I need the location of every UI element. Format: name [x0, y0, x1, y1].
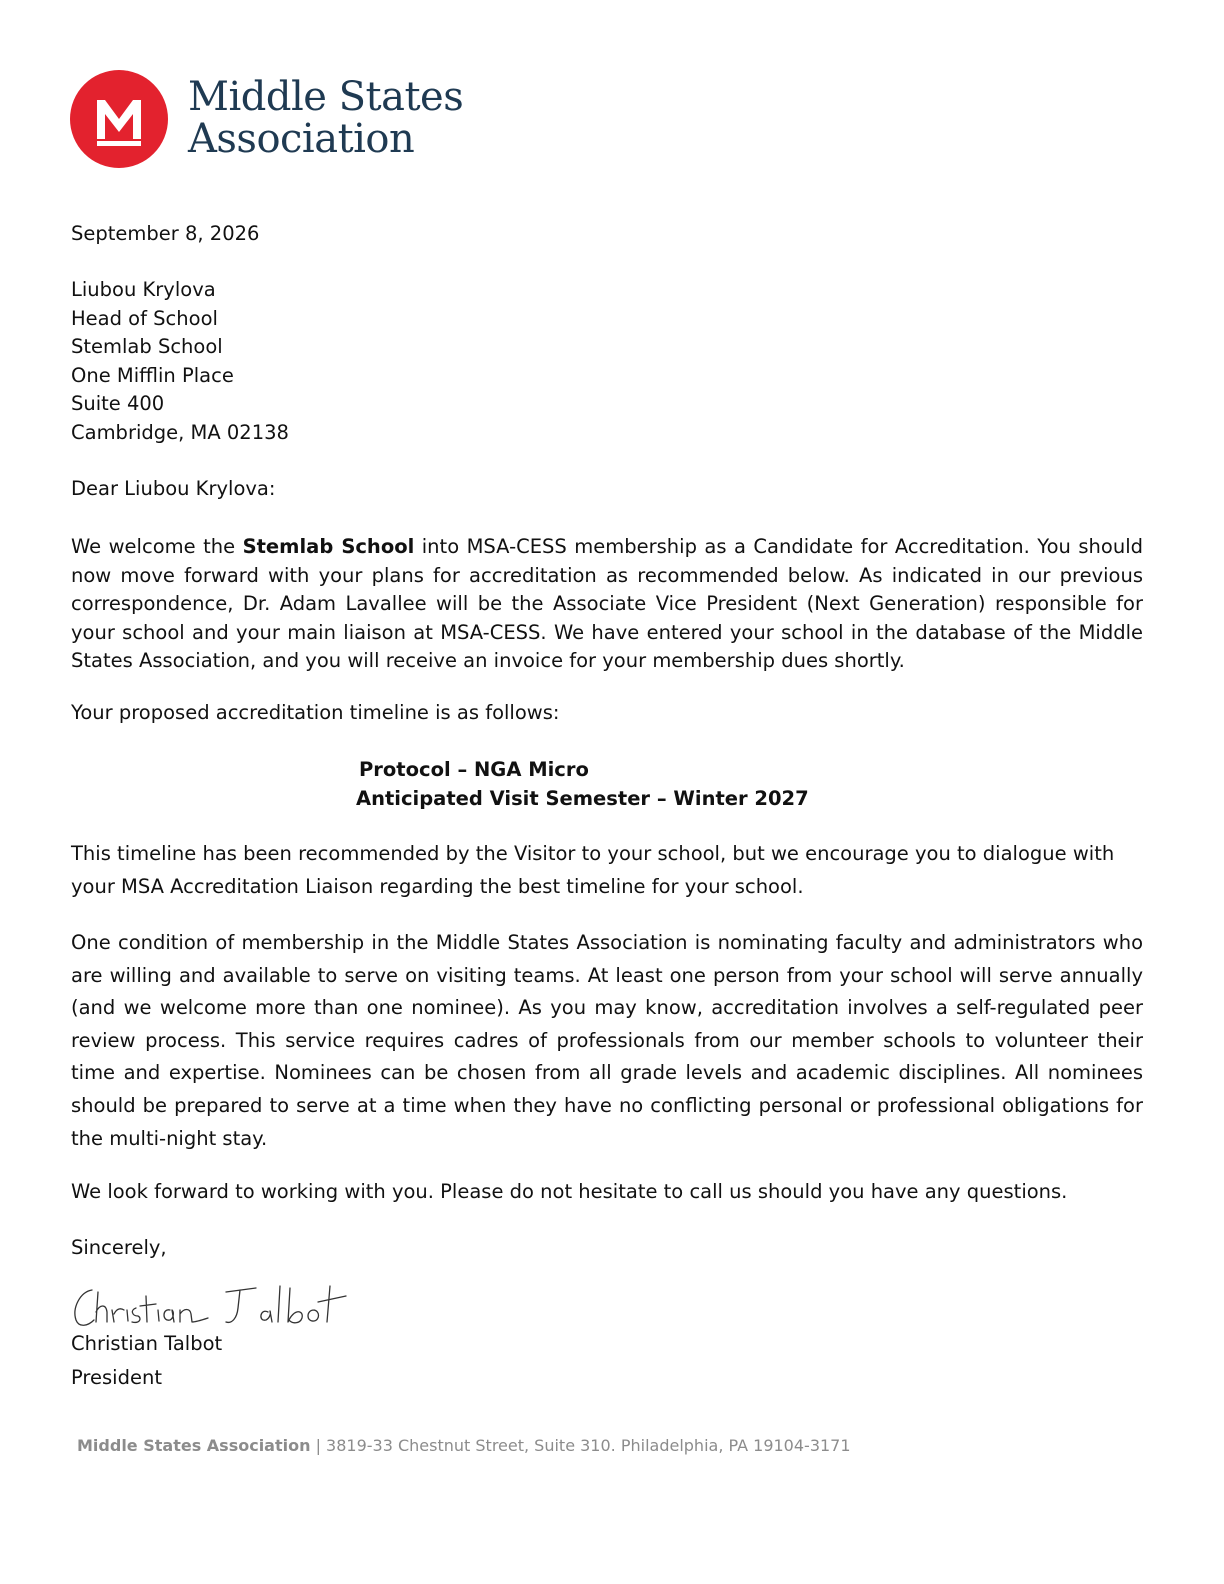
- msa-logo-icon: [70, 70, 168, 168]
- organization-logo: [70, 70, 490, 170]
- recipient-block: [71, 276, 289, 447]
- handwritten-signature: [70, 1278, 360, 1336]
- recipient-address2: Suite 400: [71, 392, 165, 415]
- logo-wordmark-line1: Middle States: [188, 74, 464, 120]
- recipient-name: Liubou Krylova: [71, 278, 216, 301]
- logo-wordmark: [188, 76, 463, 160]
- salutation: Dear Liubou Krylova:: [71, 477, 276, 500]
- page-footer: [77, 1436, 851, 1455]
- recipient-city: Cambridge, MA 02138: [71, 420, 289, 444]
- signer-title: President: [71, 1365, 162, 1389]
- closing-paragraph: We look forward to working with you. Please do not hesitate to call us should you have any questions.: [71, 1180, 1068, 1203]
- footer-address: 3819-33 Chestnut Street, Suite 310. Philadelphia, PA 19104-3171: [326, 1436, 851, 1455]
- welcome-paragraph: [71, 533, 1143, 676]
- welcome-intro: We welcome the: [71, 535, 243, 558]
- letter-date: September 8, 2026: [71, 222, 260, 245]
- logo-wordmark-line2: Association: [188, 116, 415, 162]
- school-name-bold: Stemlab School: [242, 535, 415, 558]
- footer-org: Middle States Association: [77, 1436, 311, 1455]
- recipient-title: Head of School: [71, 306, 218, 330]
- accreditation-timeline: [356, 756, 809, 813]
- recipient-school: Stemlab School: [71, 335, 223, 358]
- membership-condition-paragraph: One condition of membership in the Middle States Association is nominating faculty and administrators who are willing and available to serve on visiting teams. At least one person from your school will serve annually (and we welcome more than one nominee). As you may know, accreditation involves a self-regulated peer review process. This service requires cadres of professionals from our member schools to volunteer their time and expertise. Nominees can be chosen from all grade levels and academic disciplines. All nominees should be prepared to serve at a time when they have no conflicting personal or professional obligations for the multi-night stay.: [71, 931, 1143, 1150]
- recipient-address1: One Mifflin Place: [71, 363, 234, 387]
- timeline-protocol: Protocol – NGA Micro: [359, 758, 589, 781]
- recommendation-paragraph: This timeline has been recommended by the Visitor to your school, but we encourage you to dialogue with your MSA Accreditation Liaison regarding the best timeline for your school.: [71, 842, 1115, 898]
- welcome-rest: into MSA-CESS membership as a Candidate for Accreditation. You should now move forward with your plans for accreditation as recommended below. As indicated in our previous correspondence, Dr. Adam Lavallee will be the Associate Vice President (Next Generation) responsible for your school and your main liaison at MSA-CESS. We have entered your school in the database of the Middle States Association, and you will receive an invoice for your membership dues shortly.: [71, 535, 1143, 672]
- footer-separator: |: [310, 1436, 327, 1455]
- signer-name: Christian Talbot: [71, 1332, 223, 1355]
- closing: Sincerely,: [71, 1236, 167, 1259]
- signer-block: [71, 1330, 222, 1392]
- timeline-intro: Your proposed accreditation timeline is as follows:: [71, 701, 560, 724]
- timeline-visit: Anticipated Visit Semester – Winter 2027: [356, 786, 809, 810]
